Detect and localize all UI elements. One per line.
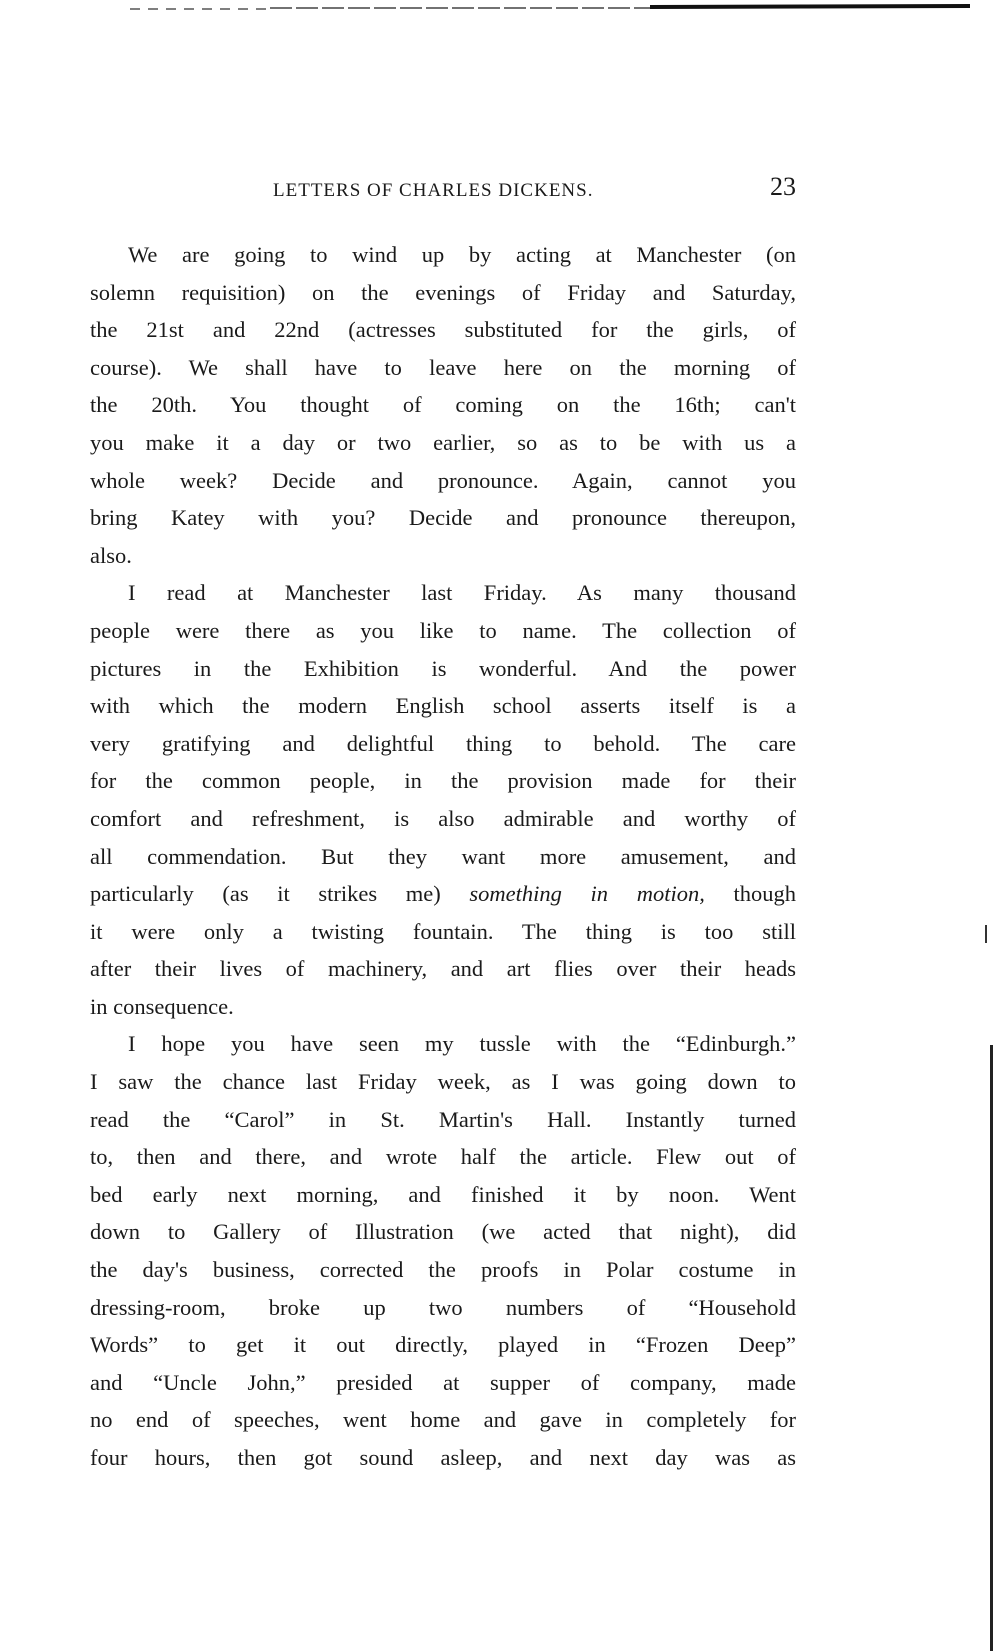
text-segment: particularly (as it strikes me): [90, 881, 470, 907]
text-line: it were only a twisting fountain. The thing is too still: [90, 918, 796, 944]
italic-phrase: something in motion,: [469, 881, 705, 907]
text-line: I read at Manchester last Friday. As many thousand: [128, 580, 796, 606]
running-head: [90, 170, 796, 210]
text-segment: though: [704, 881, 796, 907]
text-line: pictures in the Exhibition is wonderful. And the power: [90, 655, 796, 681]
running-title: LETTERS OF CHARLES DICKENS.: [273, 180, 594, 201]
text-line: four hours, then got sound asleep, and next day was as: [90, 1445, 796, 1470]
text-line: down to Gallery of Illustration (we acted that night), did: [90, 1219, 796, 1245]
text-line: I hope you have seen my tussle with the “Edinburgh.”: [128, 1031, 796, 1057]
text-line: in consequence.: [90, 993, 234, 1019]
text-line: I saw the chance last Friday week, as I was going down to: [90, 1069, 796, 1095]
page-number: 23: [770, 172, 796, 201]
paragraph-3: [90, 1025, 796, 1476]
text-line-with-italic: [90, 875, 796, 913]
text-line: bed early next morning, and finished it by noon. Went: [90, 1181, 796, 1207]
text-line: bring Katey with you? Decide and pronounce thereupon,: [90, 505, 796, 531]
text-line: people were there as you like to name. The collection of: [90, 617, 796, 643]
text-line: all commendation. But they want more amusement, and: [90, 843, 796, 869]
text-line: the 21st and 22nd (actresses substituted for the girls, of: [90, 317, 796, 343]
text-line: after their lives of machinery, and art flies over their heads: [90, 956, 796, 982]
text-line: and “Uncle John,” presided at supper of company, made: [90, 1369, 796, 1395]
text-line: also.: [90, 542, 132, 568]
text-line: solemn requisition) on the evenings of Friday and Saturday,: [90, 279, 796, 305]
paragraph-1: [90, 236, 796, 574]
text-line: with which the modern English school asserts itself is a: [90, 693, 796, 719]
text-line: very gratifying and delightful thing to behold. The care: [90, 730, 796, 756]
text-line: whole week? Decide and pronounce. Again, cannot you: [90, 467, 796, 493]
text-line: course). We shall have to leave here on the morning of: [90, 354, 796, 380]
scan-edge-artifact: [130, 4, 970, 12]
text-line: no end of speeches, went home and gave in completely for: [90, 1407, 796, 1433]
text-line: to, then and there, and wrote half the article. Flew out of: [90, 1144, 796, 1170]
text-line: comfort and refreshment, is also admirable and worthy of: [90, 805, 796, 831]
text-line: the 20th. You thought of coming on the 16th; can't: [90, 392, 796, 418]
text-line: for the common people, in the provision made for their: [90, 768, 796, 794]
text-line: the day's business, corrected the proofs in Polar costume in: [90, 1257, 796, 1283]
letter-body: [90, 236, 796, 1477]
scan-margin-mark: [985, 925, 987, 943]
scan-page-edge: [990, 1045, 993, 1651]
text-line: read the “Carol” in St. Martin's Hall. Instantly turned: [90, 1106, 796, 1132]
text-line: Words” to get it out directly, played in “Frozen Deep”: [90, 1332, 796, 1358]
paragraph-2: [90, 574, 796, 1025]
text-line: you make it a day or two earlier, so as to be with us a: [90, 429, 796, 455]
text-line: We are going to wind up by acting at Manchester (on: [128, 242, 796, 267]
text-line: dressing-room, broke up two numbers of “Household: [90, 1294, 796, 1320]
